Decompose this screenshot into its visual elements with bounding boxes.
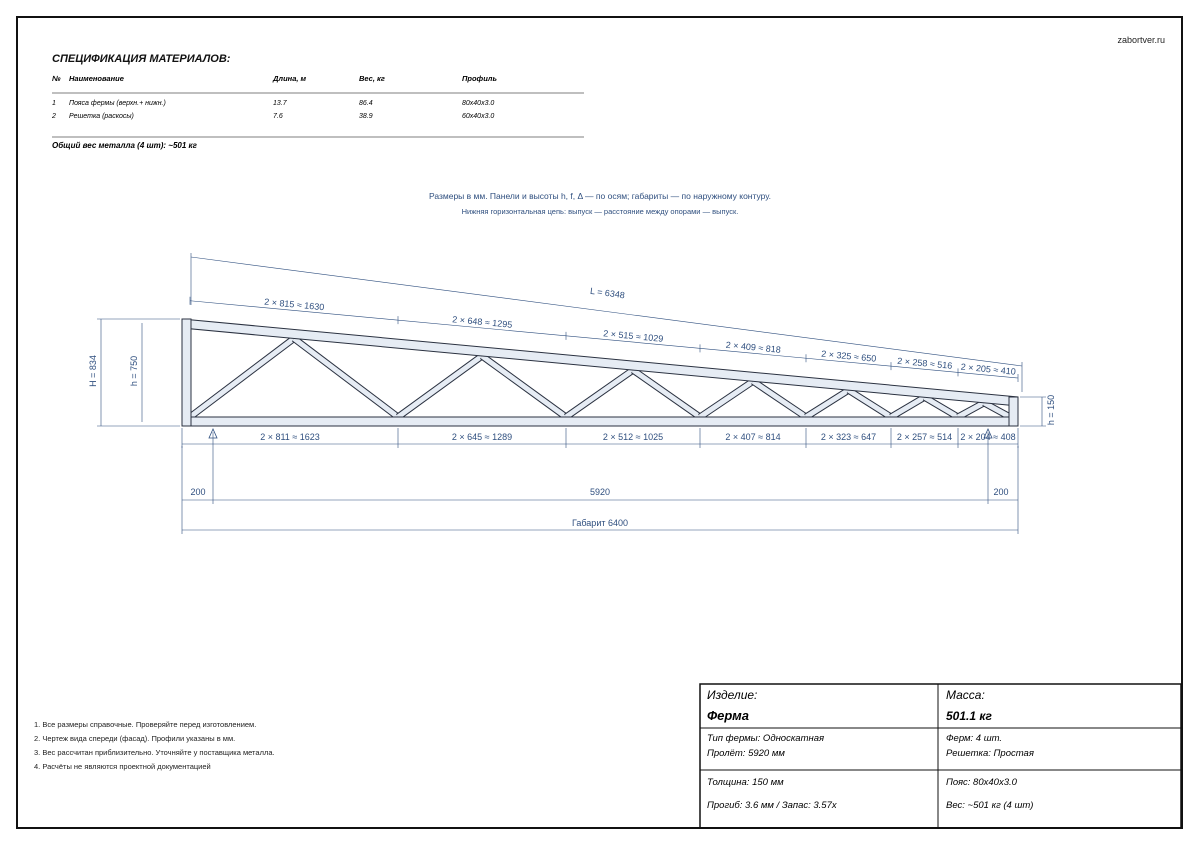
spec-row-2-weight: 38.9: [359, 113, 373, 120]
dim-top-panel-2: 2 × 648 ≈ 1295: [451, 314, 513, 330]
truss-lattice: [190, 338, 1010, 417]
mass-label: Масса:: [946, 688, 985, 702]
spec-row-1-name: Пояса фермы (верхн.+ нижн.): [69, 100, 166, 107]
spec-row-1-weight: 86.4: [359, 100, 373, 107]
dim-bottom-panel-2: 2 × 645 ≈ 1289: [451, 432, 513, 442]
truss-drawing: [182, 319, 1018, 426]
dim-overall-length: L = 6348: [589, 285, 626, 301]
dim-outrigger-left: 200: [190, 487, 206, 497]
dim-bottom-panel-6: 2 × 257 ≈ 514: [896, 432, 953, 442]
diagonal: [190, 338, 294, 417]
truss-type: Тип фермы: Односкатная: [707, 733, 825, 744]
dim-top-panel-4: 2 × 409 ≈ 818: [725, 339, 782, 355]
spec-row-2-name: Решетка (раскосы): [69, 113, 134, 120]
spec-header-length: Длина, м: [273, 74, 307, 83]
truss-qty: Ферм: 4 шт.: [946, 733, 1003, 744]
dim-bottom-panel-4: 2 × 407 ≈ 814: [725, 432, 781, 442]
spec-table: [51, 53, 584, 150]
dim-outrigger-right: 200: [993, 487, 1009, 497]
dim-bottom-panel-5: 2 × 323 ≈ 647: [820, 432, 877, 442]
spec-row-1-profile: 80x40x3.0: [462, 100, 495, 107]
note-1: 1. Все размеры справочные. Проверяйте перед изготовлением.: [34, 720, 257, 729]
dim-top-panel-3: 2 × 515 ≈ 1029: [602, 328, 664, 344]
spec-row-1-num: 1: [52, 100, 56, 107]
spec-row-1-length: 13.7: [273, 100, 287, 107]
truss-lattice-type: Решетка: Простая: [946, 748, 1034, 759]
dim-bottom-panel-3: 2 × 512 ≈ 1025: [602, 432, 664, 442]
spec-row-2-length: 7.6: [273, 113, 283, 120]
truss-deflection: Прогиб: 3.6 мм / Запас: 3.57x: [707, 800, 837, 811]
product-label: Изделие:: [707, 688, 758, 702]
site-label: zabortver.ru: [1117, 35, 1165, 45]
dim-top-panel-6: 2 × 258 ≈ 516: [896, 355, 953, 371]
truss-chord-profile: Пояс: 80x40x3.0: [946, 777, 1017, 788]
diagonal: [753, 381, 806, 417]
caption-line-1: Размеры в мм. Панели и высоты h, f, Δ — по осям; габариты — по наружному контуру.: [428, 191, 772, 201]
diagonal: [958, 403, 984, 417]
left-post: [182, 319, 191, 426]
truss-weight: Вес: ~501 кг (4 шт): [946, 800, 1034, 811]
spec-row-2-profile: 60x40x3.0: [462, 113, 495, 120]
diagonal: [891, 397, 925, 417]
dim-bottom-panel-1: 2 × 811 ≈ 1623: [260, 432, 320, 442]
note-3: 3. Вес рассчитан приблизительно. Уточняйте у поставщика металла.: [34, 748, 275, 757]
bottom-chord: [182, 417, 1018, 426]
dim-span: 5920: [589, 487, 611, 497]
truss-thickness: Толщина: 150 мм: [707, 777, 784, 788]
dim-h-left: h = 750: [129, 355, 139, 387]
dim-top-panel-1: 2 × 815 ≈ 1630: [263, 296, 325, 313]
diagonal: [633, 370, 700, 417]
spec-header-num: №: [52, 74, 61, 83]
diagonal: [294, 338, 398, 417]
note-2: 2. Чертеж вида спереди (фасад). Профили указаны в мм.: [34, 734, 236, 743]
product-value: Ферма: [707, 708, 749, 723]
spec-row-2-num: 2: [52, 113, 56, 120]
dim-H: H = 834: [88, 355, 98, 387]
spec-header-name: Наименование: [69, 74, 124, 83]
truss-chords: [182, 319, 1018, 426]
dim-top-panel-5: 2 × 325 ≈ 650: [820, 348, 877, 364]
mass-value: 501.1 кг: [946, 709, 992, 723]
dim-line-L: [191, 257, 1022, 366]
note-4: 4. Расчёты не являются проектной документацией: [34, 762, 211, 771]
spec-total: Общий вес металла (4 шт): ~501 кг: [52, 141, 197, 150]
diagonal: [398, 356, 482, 417]
right-post: [1009, 397, 1018, 426]
spec-header-profile: Профиль: [462, 74, 497, 83]
dim-top-panel-7: 2 × 205 ≈ 410: [960, 361, 1017, 377]
diagonal: [806, 390, 849, 417]
truss-span: Пролёт: 5920 мм: [707, 748, 785, 759]
diagonal: [849, 390, 892, 417]
diagonal: [566, 370, 633, 417]
dim-bottom-panel-7: 2 × 204 ≈ 408: [960, 432, 1016, 442]
spec-title: СПЕЦИФИКАЦИЯ МАТЕРИАЛОВ:: [52, 53, 231, 65]
dim-overall-width: Габарит 6400: [571, 518, 629, 528]
title-block: [700, 684, 1181, 828]
caption-line-2: Нижняя горизонтальная цепь: выпуск — расстояние между опорами — выпуск.: [461, 207, 739, 216]
spec-header-weight: Вес, кг: [359, 74, 385, 83]
diagonal: [700, 381, 753, 417]
diagonal: [482, 356, 566, 417]
dim-h-right: h = 150: [1046, 394, 1056, 426]
